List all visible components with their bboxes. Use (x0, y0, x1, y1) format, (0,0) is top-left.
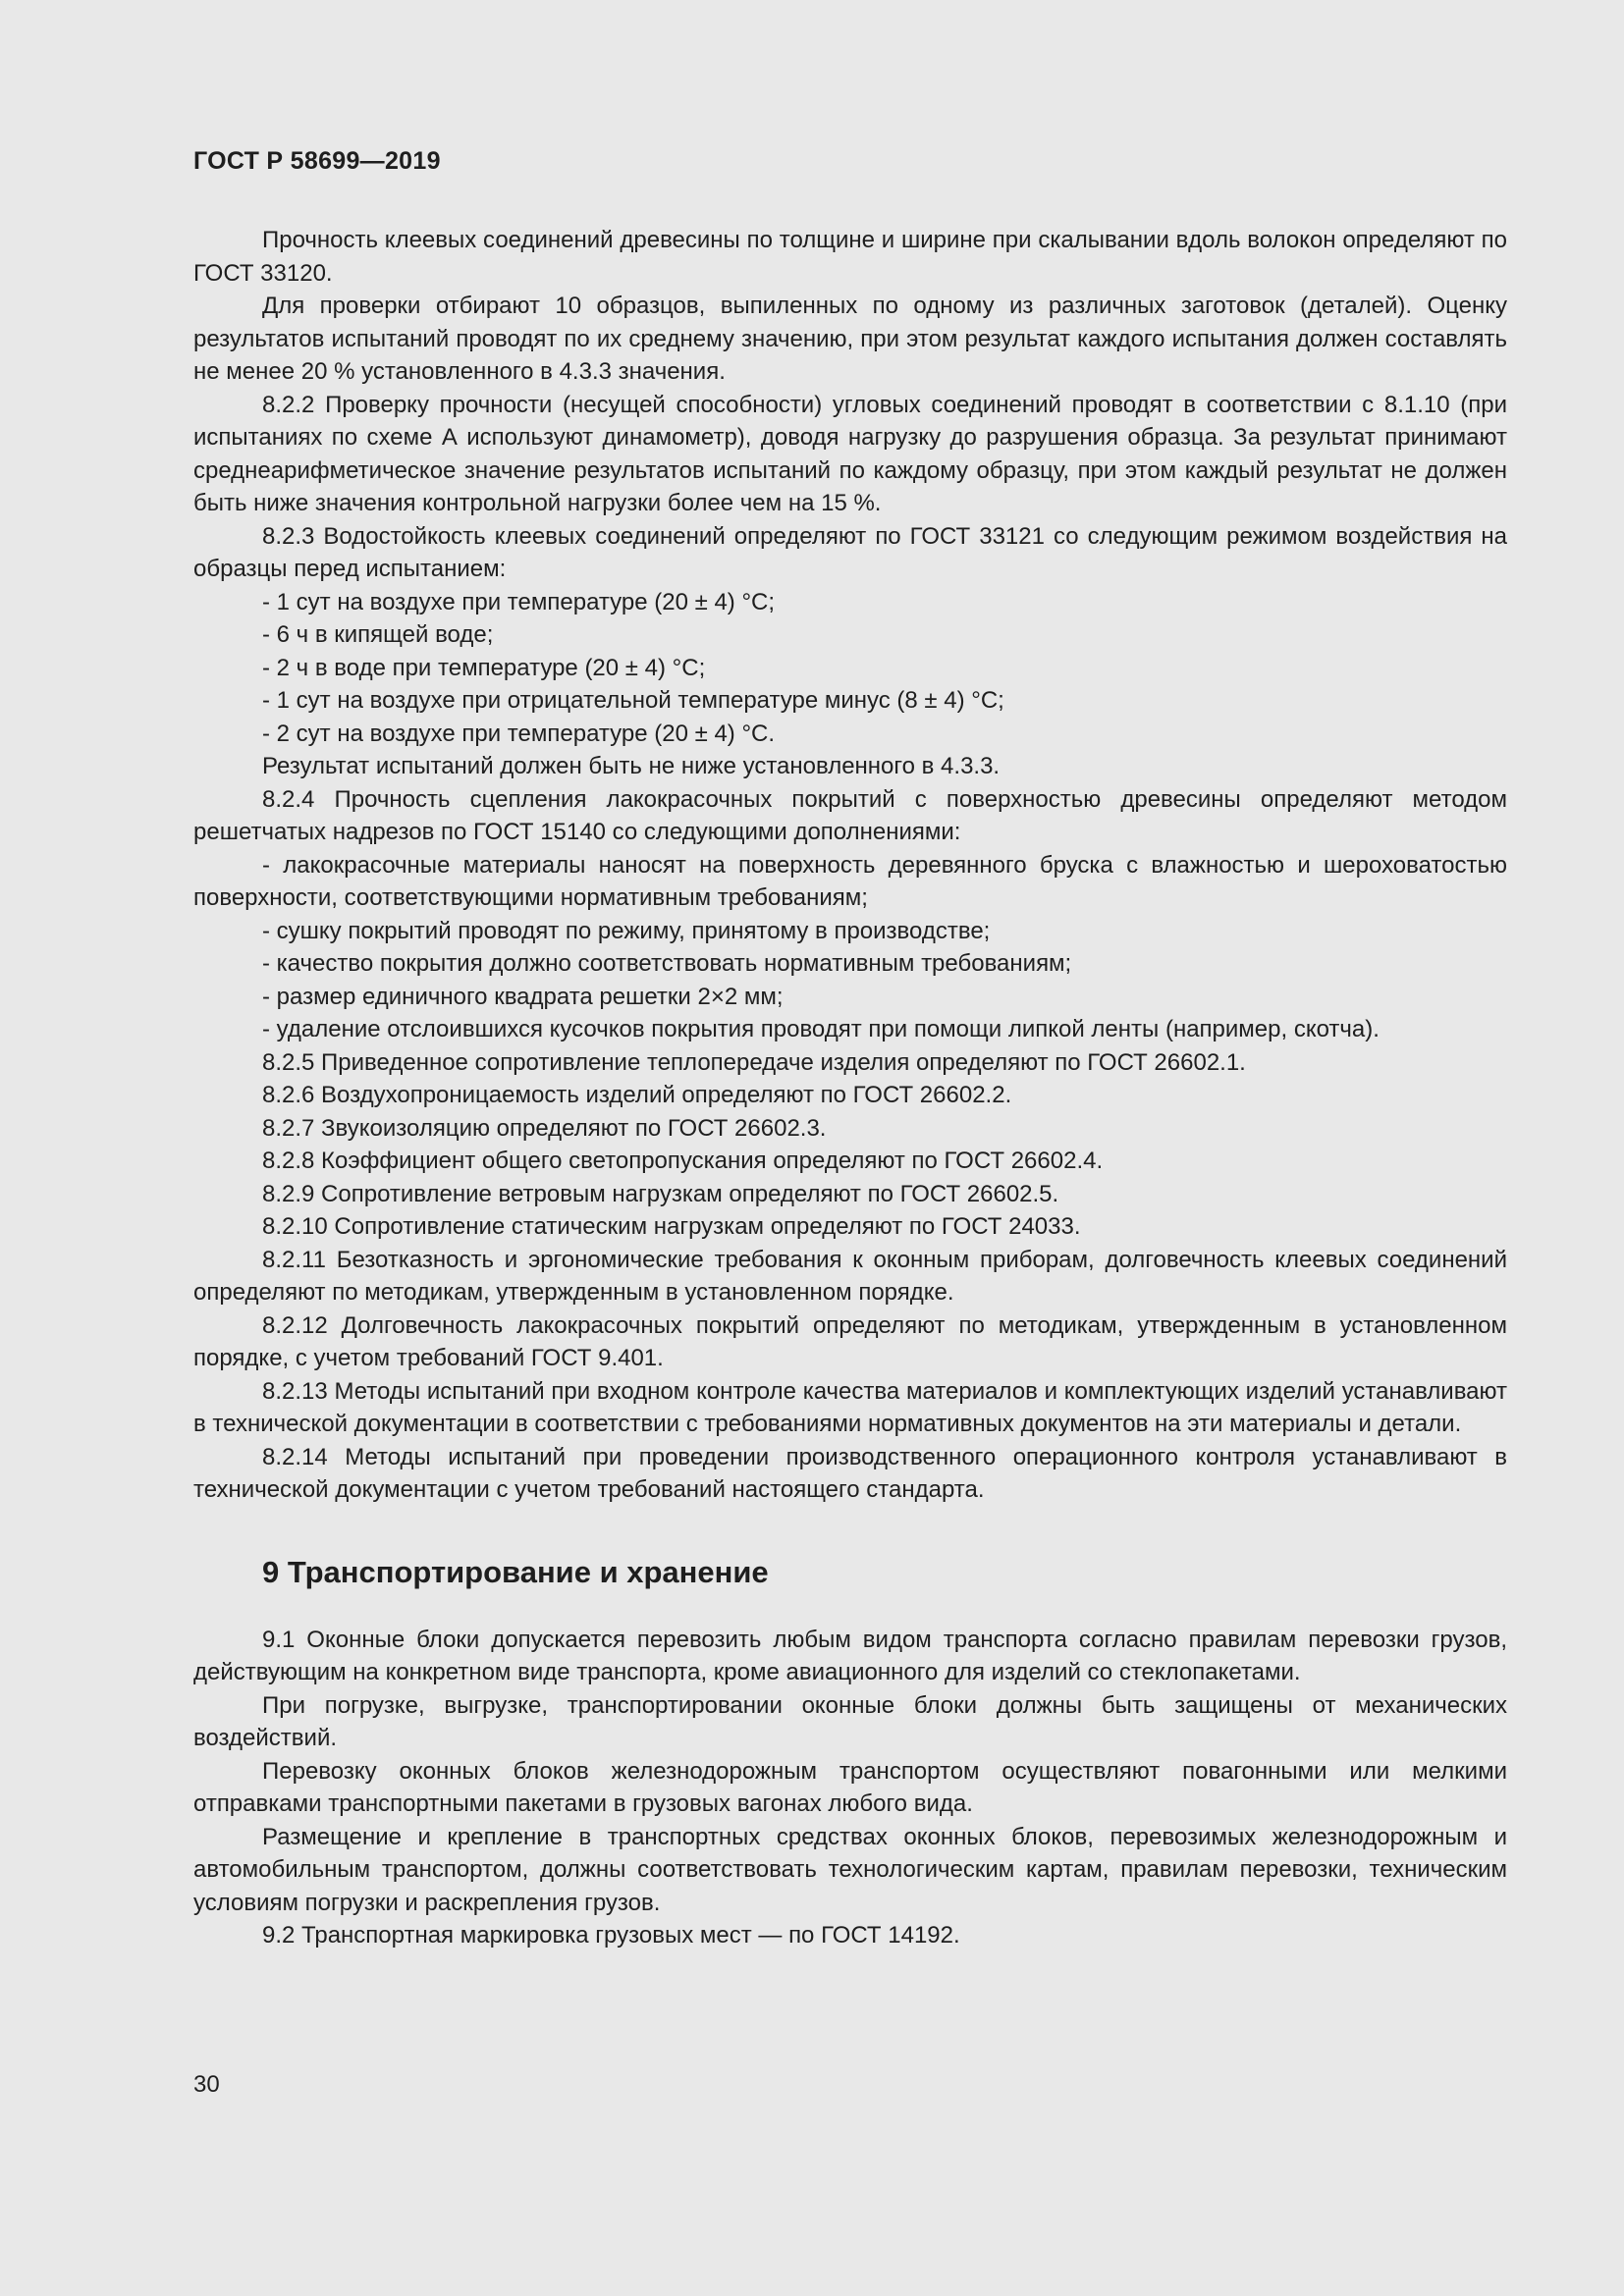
list-item: - 2 ч в воде при температуре (20 ± 4) °С; (262, 654, 706, 681)
paragraph: При погрузке, выгрузке, транспортировании оконные блоки должны быть защищены от механических воздействий. (193, 1691, 1507, 1751)
document-header: ГОСТ Р 58699—2019 (193, 147, 441, 175)
paragraph: 8.2.4 Прочность сцепления лакокрасочных покрытий с поверхностью древесины определяют методом решетчатых надрезов по ГОСТ 15140 со следующими дополнениями: (193, 785, 1507, 845)
list-item: - размер единичного квадрата решетки 2×2 мм; (262, 983, 784, 1010)
paragraph: 8.2.8 Коэффициент общего светопропускания определяют по ГОСТ 26602.4. (262, 1148, 1104, 1174)
list-item: - удаление отслоившихся кусочков покрытия проводят при помощи липкой ленты (например, скотча). (262, 1016, 1380, 1042)
list-item: - 2 сут на воздухе при температуре (20 ± 4) °С. (262, 720, 776, 747)
page-number: 30 (193, 2071, 220, 2098)
paragraph: 8.2.2 Проверку прочности (несущей способности) угловых соединений проводят в соответствии с 8.1.10 (при испытаниях по схеме А используют динамометр), доводя нагрузку до разрушения образца. За результат принимают среднеарифметическое значение результатов испытаний по каждому образцу, при этом каждый результат не должен быть ниже значения контрольной нагрузки более чем на 15 %. (193, 391, 1507, 516)
paragraph: Прочность клеевых соединений древесины по толщине и ширине при скалывании вдоль волокон определяют по ГОСТ 33120. (193, 227, 1507, 287)
paragraph: 8.2.3 Водостойкость клеевых соединений определяют по ГОСТ 33121 со следующим режимом воздействия на образцы перед испытанием: (193, 522, 1507, 582)
paragraph: Для проверки отбирают 10 образцов, выпиленных по одному из различных заготовок (деталей). Оценку результатов испытаний проводят по их среднему значению, при этом результат каждого испытания должен составлять не менее 20 % установленного в 4.3.3 значения. (193, 293, 1507, 385)
paragraph: Результат испытаний должен быть не ниже установленного в 4.3.3. (262, 753, 1001, 779)
list-item: - лакокрасочные материалы наносят на поверхность деревянного бруска с влажностью и шероховатостью поверхности, соответствующими нормативным требованиям; (193, 851, 1507, 911)
paragraph: 8.2.5 Приведенное сопротивление теплопередаче изделия определяют по ГОСТ 26602.1. (262, 1048, 1246, 1076)
paragraph: 8.2.13 Методы испытаний при входном контроле качества материалов и комплектующих изделий устанавливают в технической документации в соответствии с требованиями нормативных документов на эти материалы и детали. (193, 1377, 1507, 1437)
list-item: - сушку покрытий проводят по режиму, принятому в производстве; (262, 917, 991, 944)
paragraph: 8.2.14 Методы испытаний при проведении производственного операционного контроля устанавливают в технической документации с учетом требований настоящего стандарта. (193, 1443, 1507, 1503)
paragraph: 8.2.7 Звукоизоляцию определяют по ГОСТ 26602.3. (262, 1114, 827, 1142)
paragraph: Перевозку оконных блоков железнодорожным транспортом осуществляют повагонными или мелкими отправками транспортными пакетами в грузовых вагонах любого вида. (193, 1757, 1507, 1817)
list-item: - 1 сут на воздухе при отрицательной температуре минус (8 ± 4) °С; (262, 687, 1004, 714)
list-item: - 6 ч в кипящей воде; (262, 621, 494, 648)
paragraph: 9.2 Транспортная маркировка грузовых мест — по ГОСТ 14192. (262, 1922, 960, 1949)
paragraph: 8.2.6 Воздухопроницаемость изделий определяют по ГОСТ 26602.2. (262, 1082, 1012, 1108)
section-title: 9 Транспортирование и хранение (262, 1554, 769, 1589)
paragraph: 8.2.12 Долговечность лакокрасочных покрытий определяют по методикам, утвержденным в установленном порядке, с учетом требований ГОСТ 9.401. (193, 1311, 1507, 1371)
paragraph: 8.2.11 Безотказность и эргономические требования к оконным приборам, долговечность клеевых соединений определяют по методикам, утвержденным в установленном порядке. (193, 1246, 1507, 1306)
list-item: - качество покрытия должно соответствовать нормативным требованиям; (262, 950, 1072, 977)
document-body (193, 224, 1507, 1952)
paragraph: 8.2.10 Сопротивление статическим нагрузкам определяют по ГОСТ 24033. (262, 1213, 1081, 1240)
paragraph: Размещение и крепление в транспортных средствах оконных блоков, перевозимых железнодорожным и автомобильным транспортом, должны соответствовать технологическим картам, правилам перевозки, техническим условиям погрузки и раскрепления грузов. (193, 1823, 1507, 1916)
paragraph: 8.2.9 Сопротивление ветровым нагрузкам определяют по ГОСТ 26602.5. (262, 1180, 1059, 1207)
paragraph: 9.1 Оконные блоки допускается перевозить любым видом транспорта согласно правилам перевозки грузов, действующим на конкретном виде транспорта, кроме авиационного для изделий со стеклопакетами. (193, 1626, 1507, 1685)
list-item: - 1 сут на воздухе при температуре (20 ± 4) °С; (262, 588, 776, 615)
